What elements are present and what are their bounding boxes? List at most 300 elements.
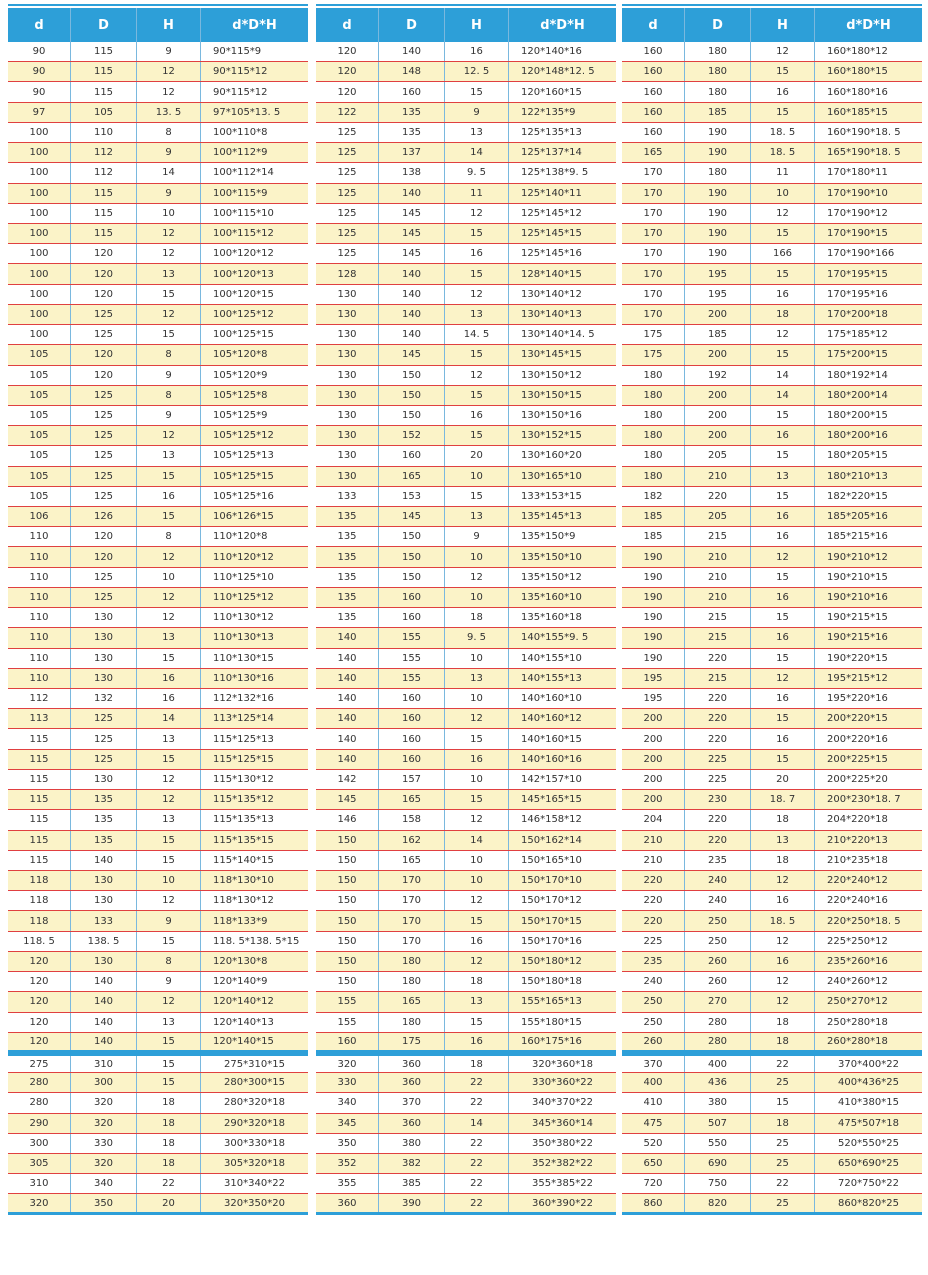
cell-d: 110 (29, 571, 49, 583)
cell-d: 150 (337, 915, 357, 927)
cell-dDH: 115*125*13 (200, 729, 308, 748)
cell-dDH: 110*130*16 (200, 669, 308, 688)
cell-D: 125 (70, 386, 136, 405)
cell-H: 12 (750, 204, 814, 223)
table-row (8, 62, 308, 82)
cell-H: 11 (750, 163, 814, 182)
cell-D: 210 (684, 588, 750, 607)
table-row (316, 1114, 616, 1134)
cell-d: 130 (337, 329, 357, 341)
table-row (316, 851, 616, 871)
cell-dDH: 120*130*8 (200, 952, 308, 971)
cell-dDH: 105*125*8 (200, 386, 308, 405)
cell-D: 130 (70, 952, 136, 971)
table-row (622, 628, 922, 648)
cell-dDH: 110*130*12 (200, 608, 308, 627)
table-row (316, 446, 616, 466)
table-row (622, 406, 922, 426)
cell-d: 125 (337, 207, 357, 219)
table-row (622, 972, 922, 992)
cell-D: 380 (378, 1134, 444, 1153)
cell-d: 210 (643, 854, 663, 866)
cell-dDH: 100*115*12 (200, 224, 308, 243)
cell-d: 100 (29, 187, 49, 199)
cell-H: 22 (444, 1154, 508, 1173)
cell-d: 97 (32, 106, 46, 118)
table-row (8, 264, 308, 284)
table-row (316, 1013, 616, 1033)
table-row (316, 1053, 616, 1073)
table-row (8, 82, 308, 102)
table-row (8, 588, 308, 608)
cell-H: 15 (136, 932, 200, 951)
cell-H: 10 (750, 184, 814, 203)
cell-D: 205 (684, 446, 750, 465)
table-row (622, 649, 922, 669)
cell-dDH: 160*185*15 (814, 103, 922, 122)
cell-D: 140 (70, 1033, 136, 1050)
cell-D: 200 (684, 386, 750, 405)
cell-dDH: 190*215*16 (814, 628, 922, 647)
cell-D: 125 (70, 406, 136, 425)
cell-d: 160 (337, 1035, 357, 1047)
cell-dDH: 150*180*12 (508, 952, 616, 971)
cell-d: 100 (29, 308, 49, 320)
cell-D: 195 (684, 264, 750, 283)
cell-d: 105 (29, 430, 49, 442)
cell-dDH: 150*170*15 (508, 911, 616, 930)
table-row (622, 911, 922, 931)
cell-d: 180 (643, 410, 663, 422)
cell-dDH: 140*160*12 (508, 709, 616, 728)
table-row (622, 264, 922, 284)
cell-dDH: 100*110*8 (200, 123, 308, 142)
cell-H: 18 (136, 1154, 200, 1173)
cell-d: 180 (643, 430, 663, 442)
cell-d: 115 (29, 753, 49, 765)
cell-d: 110 (29, 652, 49, 664)
cell-H: 12 (444, 891, 508, 910)
cell-dDH: 100*120*12 (200, 244, 308, 263)
cell-dDH: 475*507*18 (814, 1114, 922, 1133)
cell-dDH: 130*140*12 (508, 285, 616, 304)
table-row (8, 790, 308, 810)
cell-dDH: 112*132*16 (200, 689, 308, 708)
cell-H: 20 (750, 770, 814, 789)
cell-H: 15 (444, 729, 508, 748)
cell-d: 200 (643, 794, 663, 806)
cell-D: 155 (378, 669, 444, 688)
cell-dDH: 320*350*20 (200, 1194, 308, 1211)
cell-D: 382 (378, 1154, 444, 1173)
table-row (8, 729, 308, 749)
cell-dDH: 115*130*12 (200, 770, 308, 789)
cell-H: 10 (444, 851, 508, 870)
cell-dDH: 170*180*11 (814, 163, 922, 182)
cell-H: 15 (136, 507, 200, 526)
cell-d: 120 (29, 1035, 49, 1047)
table-row (316, 649, 616, 669)
cell-H: 14 (750, 366, 814, 385)
cell-dDH: 300*330*18 (200, 1134, 308, 1153)
table-row (622, 285, 922, 305)
cell-H: 18 (136, 1134, 200, 1153)
cell-H: 9. 5 (444, 163, 508, 182)
cell-d: 170 (643, 288, 663, 300)
cell-D: 195 (684, 285, 750, 304)
cell-d: 105 (29, 410, 49, 422)
cell-dDH: 130*152*15 (508, 426, 616, 445)
cell-D: 180 (684, 163, 750, 182)
cell-d: 115 (29, 834, 49, 846)
cell-d: 90 (32, 86, 46, 98)
cell-D: 340 (70, 1174, 136, 1193)
table-row (622, 446, 922, 466)
cell-dDH: 90*115*12 (200, 62, 308, 81)
cell-d: 140 (337, 693, 357, 705)
cell-H: 10 (444, 649, 508, 668)
cell-D: 125 (70, 426, 136, 445)
cell-D: 140 (70, 992, 136, 1011)
cell-d: 125 (337, 248, 357, 260)
cell-H: 14 (136, 709, 200, 728)
cell-dDH: 100*120*15 (200, 285, 308, 304)
cell-dDH: 150*165*10 (508, 851, 616, 870)
cell-H: 22 (444, 1093, 508, 1112)
cell-H: 13 (136, 729, 200, 748)
cell-dDH: 125*145*15 (508, 224, 616, 243)
cell-D: 130 (70, 649, 136, 668)
cell-d: 100 (29, 228, 49, 240)
cell-dDH: 140*160*16 (508, 750, 616, 769)
cell-d: 520 (643, 1137, 663, 1149)
cell-H: 20 (444, 446, 508, 465)
cell-d: 155 (337, 996, 357, 1008)
cell-D: 140 (70, 1013, 136, 1032)
cell-H: 18. 5 (750, 911, 814, 930)
cell-D: 225 (684, 750, 750, 769)
table-row (8, 285, 308, 305)
table-row (8, 103, 308, 123)
cell-d: 220 (643, 915, 663, 927)
cell-dDH: 115*125*15 (200, 750, 308, 769)
cell-D: 330 (70, 1134, 136, 1153)
cell-dDH: 130*140*13 (508, 305, 616, 324)
cell-d: 106 (29, 511, 49, 523)
table-row (8, 345, 308, 365)
cell-d: 110 (29, 592, 49, 604)
cell-H: 10 (444, 770, 508, 789)
table-panel-1 (8, 4, 308, 1215)
cell-D: 200 (684, 345, 750, 364)
cell-D: 690 (684, 1154, 750, 1173)
cell-d: 150 (337, 955, 357, 967)
cell-d: 280 (29, 1097, 49, 1109)
cell-H: 15 (750, 608, 814, 627)
cell-d: 150 (337, 935, 357, 947)
table-row (622, 244, 922, 264)
cell-H: 15 (136, 851, 200, 870)
cell-D: 145 (378, 507, 444, 526)
cell-d: 100 (29, 126, 49, 138)
table-row (8, 689, 308, 709)
cell-D: 507 (684, 1114, 750, 1133)
cell-H: 12. 5 (444, 62, 508, 81)
cell-dDH: 400*436*25 (814, 1073, 922, 1092)
table-row (316, 972, 616, 992)
cell-H: 15 (136, 831, 200, 850)
table-row (622, 1093, 922, 1113)
cell-dDH: 105*120*9 (200, 366, 308, 385)
cell-d: 130 (337, 308, 357, 320)
cell-D: 112 (70, 163, 136, 182)
cell-D: 130 (70, 871, 136, 890)
cell-H: 12 (750, 992, 814, 1011)
cell-H: 15 (750, 224, 814, 243)
column-header: D (70, 8, 136, 42)
cell-dDH: 210*220*13 (814, 831, 922, 850)
cell-D: 220 (684, 689, 750, 708)
cell-H: 12 (750, 547, 814, 566)
table-row (8, 547, 308, 567)
cell-H: 10 (136, 871, 200, 890)
cell-H: 13 (444, 123, 508, 142)
cell-D: 125 (70, 588, 136, 607)
cell-H: 9. 5 (444, 628, 508, 647)
cell-d: 115 (29, 794, 49, 806)
table-row (622, 1154, 922, 1174)
cell-H: 25 (750, 1134, 814, 1153)
cell-d: 105 (29, 349, 49, 361)
cell-D: 155 (378, 628, 444, 647)
table-row (622, 770, 922, 790)
table-row (622, 1114, 922, 1134)
table-row (622, 184, 922, 204)
table-row (8, 911, 308, 931)
cell-H: 18 (444, 608, 508, 627)
cell-dDH: 100*120*13 (200, 264, 308, 283)
table-row (8, 871, 308, 891)
cell-d: 118 (29, 895, 49, 907)
cell-H: 18 (750, 851, 814, 870)
cell-H: 12 (444, 810, 508, 829)
cell-D: 250 (684, 911, 750, 930)
cell-H: 15 (444, 1013, 508, 1032)
table-row (316, 426, 616, 446)
cell-d: 190 (643, 652, 663, 664)
cell-dDH: 125*135*13 (508, 123, 616, 142)
cell-D: 135 (70, 810, 136, 829)
cell-D: 115 (70, 184, 136, 203)
cell-dDH: 120*140*12 (200, 992, 308, 1011)
cell-H: 12 (750, 669, 814, 688)
cell-d: 115 (29, 773, 49, 785)
cell-H: 12 (750, 325, 814, 344)
cell-H: 22 (444, 1194, 508, 1211)
cell-D: 115 (70, 62, 136, 81)
cell-D: 200 (684, 305, 750, 324)
cell-H: 15 (750, 406, 814, 425)
table-row (622, 224, 922, 244)
table-row (316, 871, 616, 891)
cell-D: 220 (684, 487, 750, 506)
cell-H: 8 (136, 345, 200, 364)
cell-d: 140 (337, 672, 357, 684)
cell-D: 190 (684, 123, 750, 142)
cell-dDH: 160*175*16 (508, 1033, 616, 1050)
cell-d: 290 (29, 1117, 49, 1129)
cell-D: 138 (378, 163, 444, 182)
table-row (316, 163, 616, 183)
cell-d: 250 (643, 996, 663, 1008)
cell-d: 182 (643, 490, 663, 502)
cell-dDH: 170*195*16 (814, 285, 922, 304)
cell-d: 125 (337, 187, 357, 199)
cell-D: 115 (70, 42, 136, 61)
table-row (622, 669, 922, 689)
cell-dDH: 180*210*13 (814, 467, 922, 486)
table-row (8, 891, 308, 911)
cell-d: 410 (643, 1097, 663, 1109)
cell-H: 15 (444, 82, 508, 101)
cell-H: 15 (136, 1073, 200, 1092)
cell-H: 12 (444, 285, 508, 304)
cell-d: 135 (337, 551, 357, 563)
cell-d: 115 (29, 733, 49, 745)
cell-D: 160 (378, 588, 444, 607)
cell-D: 145 (378, 204, 444, 223)
cell-D: 133 (70, 911, 136, 930)
cell-H: 12 (136, 224, 200, 243)
table-row (622, 82, 922, 102)
cell-dDH: 125*137*14 (508, 143, 616, 162)
table-row (316, 568, 616, 588)
cell-d: 195 (643, 693, 663, 705)
cell-d: 204 (643, 814, 663, 826)
cell-d: 110 (29, 531, 49, 543)
cell-dDH: 142*157*10 (508, 770, 616, 789)
cell-dDH: 122*135*9 (508, 103, 616, 122)
cell-d: 118. 5 (23, 935, 55, 947)
table-row (316, 831, 616, 851)
cell-D: 135 (378, 103, 444, 122)
cell-dDH: 250*270*12 (814, 992, 922, 1011)
cell-dDH: 210*235*18 (814, 851, 922, 870)
cell-D: 380 (684, 1093, 750, 1112)
cell-d: 150 (337, 895, 357, 907)
cell-d: 118 (29, 915, 49, 927)
cell-d: 135 (337, 531, 357, 543)
cell-D: 180 (378, 972, 444, 991)
cell-dDH: 155*180*15 (508, 1013, 616, 1032)
cell-D: 160 (378, 446, 444, 465)
cell-dDH: 190*215*15 (814, 608, 922, 627)
cell-dDH: 130*150*16 (508, 406, 616, 425)
cell-D: 150 (378, 547, 444, 566)
cell-d: 210 (643, 834, 663, 846)
cell-d: 130 (337, 369, 357, 381)
table-row (8, 386, 308, 406)
cell-H: 13 (750, 831, 814, 850)
cell-d: 115 (29, 814, 49, 826)
cell-dDH: 350*380*22 (508, 1134, 616, 1153)
cell-dDH: 170*195*15 (814, 264, 922, 283)
cell-d: 130 (337, 389, 357, 401)
panel-top-rule (622, 4, 922, 6)
cell-dDH: 125*138*9. 5 (508, 163, 616, 182)
cell-H: 12 (750, 871, 814, 890)
cell-D: 115 (70, 204, 136, 223)
cell-d: 135 (337, 612, 357, 624)
table-row (8, 1194, 308, 1214)
cell-D: 320 (70, 1154, 136, 1173)
cell-d: 130 (337, 410, 357, 422)
cell-dDH: 360*390*22 (508, 1194, 616, 1211)
table-row (622, 1033, 922, 1053)
table-row (622, 467, 922, 487)
cell-dDH: 128*140*15 (508, 264, 616, 283)
table-row (316, 1154, 616, 1174)
cell-dDH: 105*125*13 (200, 446, 308, 465)
table-row (316, 709, 616, 729)
cell-D: 250 (684, 932, 750, 951)
cell-D: 120 (70, 244, 136, 263)
table-row (622, 62, 922, 82)
table-header-row (622, 8, 922, 42)
cell-D: 140 (378, 184, 444, 203)
table-row (622, 325, 922, 345)
cell-d: 146 (337, 814, 357, 826)
cell-d: 110 (29, 672, 49, 684)
cell-d: 160 (643, 126, 663, 138)
cell-dDH: 250*280*18 (814, 1013, 922, 1032)
cell-d: 125 (337, 126, 357, 138)
cell-dDH: 118*130*12 (200, 891, 308, 910)
cell-dDH: 105*125*12 (200, 426, 308, 445)
cell-D: 170 (378, 932, 444, 951)
column-header: d (648, 17, 658, 33)
cell-D: 160 (378, 729, 444, 748)
cell-dDH: 135*150*10 (508, 547, 616, 566)
cell-D: 140 (378, 42, 444, 61)
table-row (316, 1033, 616, 1053)
cell-dDH: 130*165*10 (508, 467, 616, 486)
cell-d: 305 (29, 1158, 49, 1170)
cell-dDH: 165*190*18. 5 (814, 143, 922, 162)
cell-dDH: 160*180*15 (814, 62, 922, 81)
cell-d: 135 (337, 571, 357, 583)
cell-H: 12 (444, 204, 508, 223)
cell-H: 15 (750, 487, 814, 506)
cell-H: 18 (444, 972, 508, 991)
table-row (316, 527, 616, 547)
cell-dDH: 110*120*8 (200, 527, 308, 546)
cell-d: 150 (337, 854, 357, 866)
cell-dDH: 133*153*15 (508, 487, 616, 506)
cell-D: 150 (378, 386, 444, 405)
cell-H: 12 (136, 790, 200, 809)
cell-D: 360 (378, 1073, 444, 1092)
cell-dDH: 135*150*9 (508, 527, 616, 546)
cell-d: 110 (29, 612, 49, 624)
cell-d: 225 (643, 935, 663, 947)
cell-dDH: 130*150*12 (508, 366, 616, 385)
cell-H: 15 (136, 467, 200, 486)
cell-dDH: 280*300*15 (200, 1073, 308, 1092)
cell-dDH: 110*130*13 (200, 628, 308, 647)
cell-dDH: 125*140*11 (508, 184, 616, 203)
table-row (8, 143, 308, 163)
